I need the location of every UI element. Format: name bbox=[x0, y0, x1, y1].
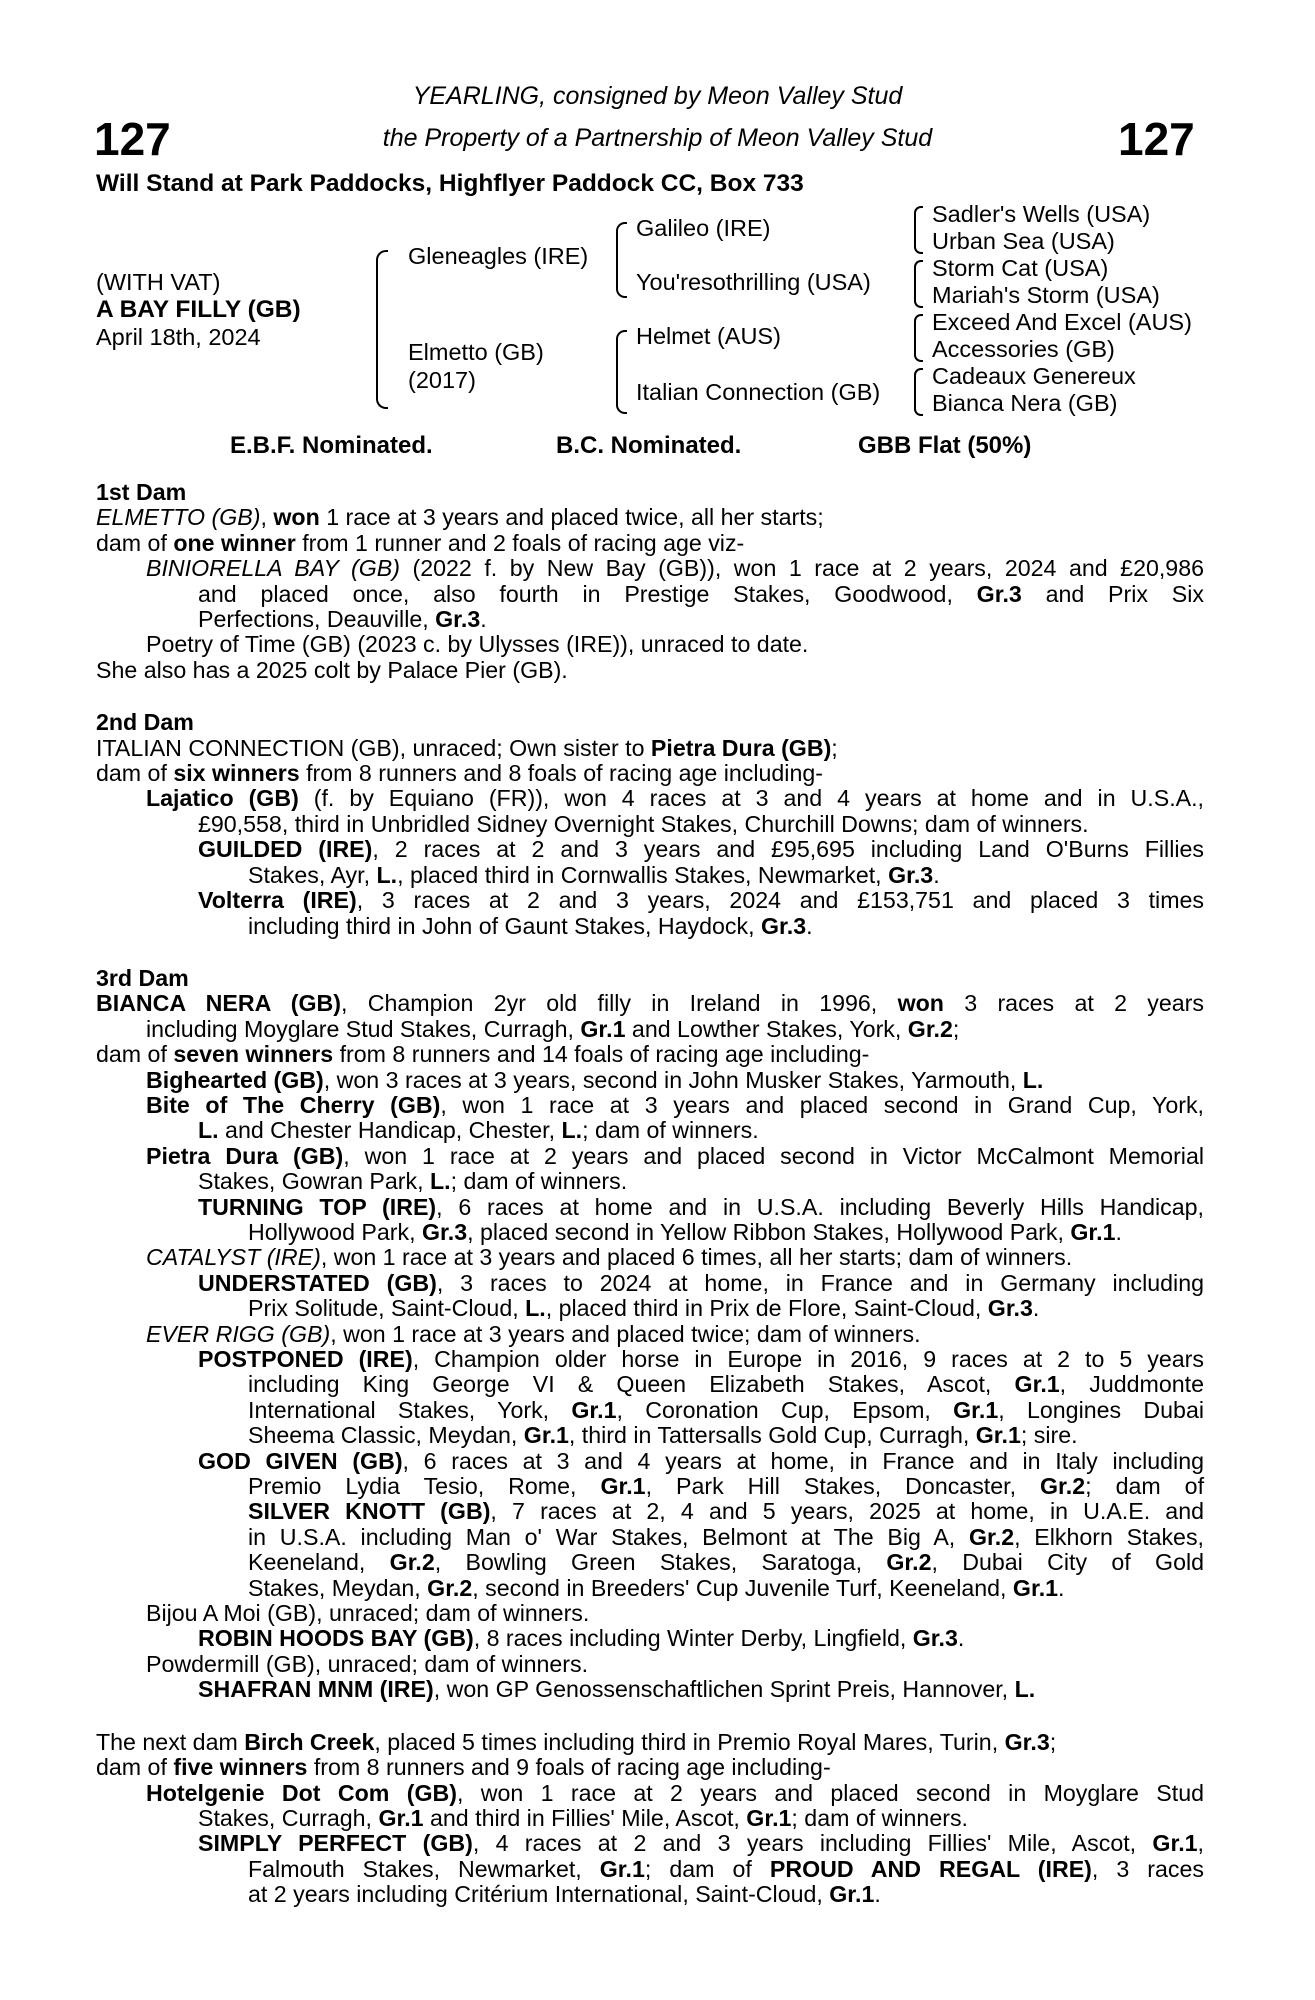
bold-run: Gr.2 bbox=[886, 1549, 932, 1576]
bold-run: L. bbox=[376, 861, 398, 888]
text-line bbox=[96, 658, 1204, 683]
text-run: Prix Solitude, Saint-Cloud, bbox=[248, 1295, 526, 1322]
bold-run: one winner bbox=[173, 529, 296, 556]
text-run: dam of bbox=[96, 1041, 174, 1068]
bold-run: PROUD AND REGAL (IRE) bbox=[769, 1855, 1092, 1882]
text-line bbox=[96, 736, 1204, 761]
text-run: ; dam of bbox=[1085, 1473, 1205, 1500]
text-run: , won GP Genossenschaftlichen Sprint Preis, Hannover, bbox=[433, 1676, 1015, 1703]
text-run: , second in Breeders' Cup Juvenile Turf, Keeneland, bbox=[472, 1574, 1013, 1601]
text-line bbox=[96, 1499, 1204, 1524]
bold-run: seven winners bbox=[173, 1041, 334, 1068]
text-line bbox=[96, 556, 1204, 581]
text-run: The next dam bbox=[96, 1728, 245, 1755]
bold-run: won bbox=[897, 990, 944, 1017]
text-run: , won 1 race at 3 years and placed second in Grand Cup, York, bbox=[440, 1091, 1204, 1118]
pedigree-brace-gg2 bbox=[914, 260, 923, 308]
text-line bbox=[96, 1347, 1204, 1372]
bold-run: Gr.1 bbox=[600, 1473, 646, 1500]
pedigree-dam: Elmetto (GB) bbox=[408, 339, 544, 365]
text-run: (2022 f. by New Bay (GB)), won 1 race at 2 years, 2024 and £20,986 bbox=[400, 555, 1204, 582]
bold-run: Bighearted (GB) bbox=[146, 1066, 324, 1093]
text-run: and Prix Six bbox=[1021, 580, 1204, 607]
bold-run: six winners bbox=[173, 760, 300, 787]
text-run: , 3 races at 2 and 3 years, 2024 and £153,751 and placed 3 times bbox=[356, 887, 1205, 914]
text-run: ; dam of winners. bbox=[582, 1117, 759, 1144]
bold-run: POSTPONED (IRE) bbox=[198, 1346, 413, 1372]
text-line bbox=[96, 1831, 1204, 1856]
text-line bbox=[96, 1144, 1204, 1169]
text-line bbox=[96, 1626, 1204, 1651]
text-run: Falmouth Stakes, Newmarket, bbox=[248, 1855, 600, 1882]
pedigree-brace-dam bbox=[616, 330, 627, 414]
text-line bbox=[96, 632, 1204, 657]
text-run: 3 races at 2 years bbox=[943, 990, 1205, 1017]
text-run: , placed 5 times including third in Premio Royal Mares, Turin, bbox=[374, 1728, 1005, 1755]
text-run: , 3 races to 2024 at home, in France and in Germany including bbox=[436, 1269, 1204, 1296]
pedigree-gg-3: Storm Cat (USA) bbox=[932, 255, 1109, 281]
bold-run: Gr.2 bbox=[389, 1549, 435, 1576]
bold-run: Gr.1 bbox=[1152, 1830, 1198, 1857]
pedigree-dam-sire: Helmet (AUS) bbox=[636, 323, 781, 349]
text-line bbox=[96, 1652, 1204, 1677]
text-run: dam of bbox=[96, 760, 174, 787]
bold-run: Gr.3 bbox=[888, 861, 934, 888]
text-run: , Elkhorn Stakes, bbox=[1014, 1523, 1204, 1550]
text-run: She also has a 2025 colt by Palace Pier (GB). bbox=[96, 656, 568, 683]
text-line bbox=[96, 1169, 1204, 1194]
bold-run: Lajatico (GB) bbox=[146, 785, 299, 812]
dam-section bbox=[96, 939, 1204, 1703]
text-run: Keeneland, bbox=[248, 1549, 390, 1576]
text-line bbox=[96, 1423, 1204, 1448]
text-run: ; bbox=[1049, 1728, 1057, 1755]
text-run: . bbox=[1115, 1218, 1122, 1245]
bold-run: Gr.1 bbox=[580, 1015, 626, 1042]
bold-run: Gr.3 bbox=[1004, 1728, 1050, 1755]
text-line bbox=[96, 1042, 1204, 1067]
text-line bbox=[96, 1220, 1204, 1245]
text-run: , 4 races at 2 and 3 years including Fillies' Mile, Ascot, bbox=[472, 1830, 1153, 1857]
text-run: dam of bbox=[96, 529, 174, 556]
bold-run: Gr.3 bbox=[976, 580, 1022, 607]
consignor-line: YEARLING, consigned by Meon Valley Stud bbox=[412, 82, 903, 110]
bold-run: Gr.3 bbox=[435, 606, 481, 633]
lot-title: A BAY FILLY (GB) bbox=[96, 296, 301, 323]
pedigree-gg-1: Sadler's Wells (USA) bbox=[932, 201, 1151, 227]
text-run: 1 race at 3 years and placed twice, all her starts; bbox=[319, 504, 824, 531]
text-line bbox=[96, 761, 1204, 786]
text-run: , Juddmonte bbox=[1059, 1371, 1204, 1398]
ebf-nomination: E.B.F. Nominated. bbox=[230, 432, 433, 459]
bold-run: ROBIN HOODS BAY (GB) bbox=[198, 1625, 474, 1652]
text-line bbox=[96, 812, 1204, 837]
text-run: Poetry of Time (GB) (2023 c. by Ulysses (IRE)), unraced to date. bbox=[146, 631, 809, 658]
text-run: , bbox=[260, 504, 274, 531]
bold-run: L. bbox=[198, 1117, 219, 1144]
bold-run: Gr.1 bbox=[1070, 1218, 1116, 1245]
bold-run: Gr.1 bbox=[1014, 1371, 1060, 1398]
bold-run: Pietra Dura (GB) bbox=[146, 1142, 344, 1169]
lot-number-left: 127 bbox=[94, 113, 171, 165]
bold-run: Gr.2 bbox=[1040, 1473, 1086, 1500]
bold-run: Gr.2 bbox=[427, 1574, 473, 1601]
dam-section bbox=[96, 683, 1204, 939]
text-run: Powdermill (GB), unraced; dam of winners. bbox=[146, 1650, 589, 1677]
bold-run: UNDERSTATED (GB) bbox=[198, 1269, 437, 1296]
bold-run: five winners bbox=[173, 1754, 308, 1781]
bold-run: Hotelgenie Dot Com (GB) bbox=[146, 1779, 457, 1806]
pedigree-gg-6: Accessories (GB) bbox=[932, 336, 1115, 362]
bold-run: L. bbox=[525, 1295, 546, 1322]
text-run: , placed second in Yellow Ribbon Stakes, Hollywood Park, bbox=[467, 1218, 1071, 1245]
text-line bbox=[96, 1118, 1204, 1143]
text-run: , won 1 race at 3 years and placed twice; dam of winners. bbox=[330, 1320, 921, 1347]
text-run: from 8 runners and 8 foals of racing age including- bbox=[299, 760, 823, 787]
text-run: , Champion 2yr old filly in Ireland in 1996, bbox=[341, 990, 898, 1017]
text-run: Hollywood Park, bbox=[248, 1218, 422, 1245]
bold-run: Bite of The Cherry (GB) bbox=[146, 1091, 441, 1118]
text-run: . bbox=[957, 1625, 965, 1652]
bold-run: L. bbox=[429, 1168, 451, 1195]
text-line bbox=[96, 582, 1204, 607]
pedigree-gg-2: Urban Sea (USA) bbox=[932, 228, 1115, 254]
text-line bbox=[96, 1398, 1204, 1423]
pedigree-sire: Gleneagles (IRE) bbox=[408, 243, 589, 269]
text-line bbox=[96, 1525, 1204, 1550]
bold-run: Gr.1 bbox=[378, 1804, 424, 1831]
bold-run: won bbox=[273, 504, 320, 531]
text-run: , 3 races bbox=[1091, 1855, 1204, 1882]
bold-run: Gr.2 bbox=[968, 1523, 1015, 1550]
bold-run: Birch Creek bbox=[244, 1728, 375, 1755]
text-line bbox=[96, 888, 1204, 913]
text-run: , 8 races including Winter Derby, Lingfield, bbox=[473, 1625, 913, 1652]
text-line bbox=[96, 531, 1204, 556]
text-run: in U.S.A. including Man o' War Stakes, Belmont at The Big A, bbox=[248, 1523, 969, 1550]
text-line bbox=[96, 1068, 1204, 1093]
bold-run: GUILDED (IRE) bbox=[198, 836, 373, 863]
text-run: and Chester Handicap, Chester, bbox=[218, 1117, 562, 1144]
text-run: including King George VI & Queen Elizabeth Stakes, Ascot, bbox=[248, 1371, 1015, 1398]
text-run: and Lowther Stakes, York, bbox=[625, 1015, 908, 1042]
text-run: , 6 races at home and in U.S.A. including Beverly Hills Handicap, bbox=[436, 1193, 1204, 1220]
bold-run: Gr.3 bbox=[987, 1295, 1033, 1322]
text-line bbox=[96, 1550, 1204, 1575]
pedigree-sire-dam: You'resothrilling (USA) bbox=[636, 269, 871, 295]
pedigree-brace-sire bbox=[616, 222, 627, 298]
text-run: including Moyglare Stud Stakes, Curragh, bbox=[146, 1015, 581, 1042]
section-heading: 1st Dam bbox=[96, 479, 187, 505]
bold-run: TURNING TOP (IRE) bbox=[198, 1193, 437, 1220]
text-run: Bijou A Moi (GB), unraced; dam of winners. bbox=[146, 1600, 590, 1627]
text-run: Stakes, Curragh, bbox=[198, 1804, 379, 1831]
text-run: International Stakes, York, bbox=[248, 1396, 572, 1423]
vat-note: (WITH VAT) bbox=[96, 269, 221, 295]
text-run: from 1 runner and 2 foals of racing age viz- bbox=[295, 529, 745, 556]
text-line bbox=[96, 1677, 1204, 1702]
text-run: , won 1 race at 2 years and placed second in Victor McCalmont Memorial bbox=[343, 1142, 1204, 1169]
bold-run: L. bbox=[1022, 1066, 1044, 1093]
text-run: Premio Lydia Tesio, Rome, bbox=[248, 1473, 601, 1500]
text-line bbox=[96, 1271, 1204, 1296]
text-run: , placed third in Cornwallis Stakes, Newmarket, bbox=[397, 861, 889, 888]
text-run: and placed once, also fourth in Prestige Stakes, Goodwood, bbox=[198, 580, 977, 607]
text-run: at 2 years including Critérium International, Saint-Cloud, bbox=[248, 1881, 830, 1908]
bold-run: SHAFRAN MNM (IRE) bbox=[198, 1676, 434, 1703]
text-run: £90,558, third in Unbridled Sidney Overnight Stakes, Churchill Downs; dam of winners. bbox=[198, 810, 1089, 837]
bold-run: Gr.3 bbox=[912, 1625, 958, 1652]
bold-run: Gr.3 bbox=[421, 1218, 468, 1245]
gbb-flat: GBB Flat (50%) bbox=[858, 432, 1032, 459]
text-line bbox=[96, 1601, 1204, 1626]
text-run: Sheema Classic, Meydan, bbox=[248, 1422, 524, 1449]
bold-run: SILVER KNOTT (GB) bbox=[248, 1498, 491, 1525]
pedigree-gg-7: Cadeaux Genereux bbox=[932, 363, 1136, 389]
section-heading: 2nd Dam bbox=[96, 709, 194, 736]
text-run: , won 1 race at 2 years and placed second in Moyglare Stud bbox=[456, 1779, 1204, 1806]
text-run: . bbox=[874, 1881, 881, 1908]
text-run: Stakes, Ayr, bbox=[248, 861, 377, 888]
text-run: . bbox=[1032, 1295, 1040, 1322]
text-run: , Coronation Cup, Epsom, bbox=[616, 1396, 954, 1423]
italic-run: BINIORELLA BAY (GB) bbox=[146, 555, 400, 582]
text-line bbox=[96, 1449, 1204, 1474]
bold-run: Gr.1 bbox=[829, 1881, 875, 1908]
text-run: ; bbox=[952, 1015, 960, 1042]
bold-run: Volterra (IRE) bbox=[198, 887, 357, 914]
property-line: the Property of a Partnership of Meon Valley Stud bbox=[382, 124, 933, 152]
text-run: . bbox=[806, 912, 813, 939]
text-run: ; sire. bbox=[1020, 1422, 1078, 1449]
text-run: from 8 runners and 14 foals of racing age including- bbox=[333, 1041, 870, 1068]
section-gap bbox=[96, 939, 1204, 966]
text-run: ; dam of bbox=[644, 1855, 770, 1882]
text-run: , Champion older horse in Europe in 2016, 9 races at 2 to 5 years bbox=[412, 1346, 1204, 1372]
text-run: ; dam of winners. bbox=[791, 1804, 968, 1831]
bold-run: Gr.1 bbox=[1012, 1574, 1059, 1601]
text-run: dam of bbox=[96, 1754, 174, 1781]
catalogue-page-body bbox=[96, 480, 1204, 1908]
text-line bbox=[96, 1755, 1204, 1780]
text-line bbox=[96, 786, 1204, 811]
text-run: ITALIAN CONNECTION (GB), unraced; Own sister to bbox=[96, 734, 651, 761]
text-line bbox=[96, 1781, 1204, 1806]
text-run: . bbox=[480, 606, 487, 633]
text-run: , Dubai City of Gold bbox=[931, 1549, 1205, 1576]
italic-run: ELMETTO (GB) bbox=[96, 504, 261, 531]
bold-run: GOD GIVEN (GB) bbox=[198, 1447, 403, 1474]
text-line bbox=[96, 1195, 1204, 1220]
section-heading: 3rd Dam bbox=[96, 964, 189, 991]
text-line bbox=[96, 1245, 1204, 1270]
text-line bbox=[96, 914, 1204, 939]
bc-nomination: B.C. Nominated. bbox=[556, 432, 742, 459]
text-run: , Park Hill Stakes, Doncaster, bbox=[645, 1473, 1041, 1500]
bold-run: Gr.1 bbox=[975, 1422, 1021, 1449]
text-line bbox=[96, 863, 1204, 888]
text-run: , Longines Dubai bbox=[998, 1396, 1204, 1423]
text-line bbox=[96, 1882, 1204, 1907]
text-run: ; dam of winners. bbox=[450, 1168, 628, 1195]
text-run: , third in Tattersalls Gold Cup, Curragh, bbox=[568, 1422, 976, 1449]
text-run: from 8 runners and 9 foals of racing age including- bbox=[307, 1754, 831, 1781]
dam-section bbox=[96, 480, 1204, 683]
text-run: , Bowling Green Stakes, Saratoga, bbox=[434, 1549, 887, 1576]
bold-run: Gr.1 bbox=[571, 1396, 617, 1423]
text-line bbox=[96, 1857, 1204, 1882]
pedigree-brace-gg1 bbox=[914, 206, 923, 254]
pedigree-dam-dam: Italian Connection (GB) bbox=[636, 379, 881, 405]
italic-run: CATALYST (IRE) bbox=[146, 1244, 321, 1271]
text-run: Stakes, Meydan, bbox=[248, 1574, 428, 1601]
pedigree-brace-gg4 bbox=[914, 368, 923, 416]
text-run: and third in Fillies' Mile, Ascot, bbox=[423, 1804, 747, 1831]
bold-run: Gr.1 bbox=[953, 1396, 999, 1423]
bold-run: Gr.3 bbox=[761, 912, 807, 939]
text-run: . bbox=[933, 861, 940, 888]
bold-run: L. bbox=[561, 1117, 583, 1144]
lot-number-right: 127 bbox=[1118, 113, 1195, 165]
text-run: , placed third in Prix de Flore, Saint-Cloud, bbox=[545, 1295, 988, 1322]
text-run: , won 3 races at 3 years, second in John Musker Stakes, Yarmouth, bbox=[323, 1066, 1023, 1093]
text-line bbox=[96, 837, 1204, 862]
section-gap bbox=[96, 1703, 1204, 1730]
text-line bbox=[96, 1322, 1204, 1347]
text-line bbox=[96, 1474, 1204, 1499]
section-gap bbox=[96, 683, 1204, 710]
text-run: ; bbox=[831, 734, 838, 761]
text-line bbox=[96, 505, 1204, 530]
bold-run: Gr.2 bbox=[907, 1015, 953, 1042]
text-run: Stakes, Gowran Park, bbox=[198, 1168, 430, 1195]
bold-run: BIANCA NERA (GB) bbox=[96, 990, 341, 1017]
text-line bbox=[96, 1296, 1204, 1321]
text-line bbox=[96, 1093, 1204, 1118]
bold-run: Gr.1 bbox=[523, 1422, 569, 1449]
pedigree-gg-4: Mariah's Storm (USA) bbox=[932, 282, 1160, 308]
text-run: , 7 races at 2, 4 and 5 years, 2025 at home, in U.A.E. and bbox=[490, 1498, 1204, 1525]
text-run: , 2 races at 2 and 3 years and £95,695 including Land O'Burns Fillies bbox=[372, 836, 1204, 863]
text-run: . bbox=[1058, 1574, 1065, 1601]
text-run: , bbox=[1197, 1830, 1204, 1857]
text-line bbox=[96, 991, 1204, 1016]
text-run: , won 1 race at 3 years and placed 6 times, all her starts; dam of winners. bbox=[320, 1244, 1073, 1271]
text-run: Perfections, Deauville, bbox=[198, 606, 436, 633]
text-run: , 6 races at 3 and 4 years at home, in France and in Italy including bbox=[402, 1447, 1204, 1474]
bold-run: Pietra Dura (GB) bbox=[650, 734, 832, 761]
foaling-date: April 18th, 2024 bbox=[96, 324, 261, 350]
bold-run: L. bbox=[1014, 1676, 1036, 1703]
pedigree-brace-main bbox=[376, 250, 388, 409]
text-line bbox=[96, 1806, 1204, 1831]
text-run: including third in John of Gaunt Stakes, Haydock, bbox=[248, 912, 761, 939]
bold-run: Gr.1 bbox=[599, 1855, 645, 1882]
text-line bbox=[96, 1017, 1204, 1042]
dam-section bbox=[96, 1703, 1204, 1908]
bold-run: Gr.1 bbox=[746, 1804, 792, 1831]
bold-run: SIMPLY PERFECT (GB) bbox=[198, 1830, 473, 1857]
text-line bbox=[96, 1576, 1204, 1601]
pedigree-sire-sire: Galileo (IRE) bbox=[636, 215, 771, 241]
italic-run: EVER RIGG (GB) bbox=[146, 1320, 331, 1347]
text-line bbox=[96, 1730, 1204, 1755]
pedigree-brace-gg3 bbox=[914, 314, 923, 362]
pedigree-gg-5: Exceed And Excel (AUS) bbox=[932, 309, 1192, 335]
pedigree-dam-year: (2017) bbox=[408, 367, 476, 393]
pedigree-gg-8: Bianca Nera (GB) bbox=[932, 390, 1118, 416]
stand-location: Will Stand at Park Paddocks, Highflyer Paddock CC, Box 733 bbox=[96, 170, 804, 197]
text-line bbox=[96, 607, 1204, 632]
text-line bbox=[96, 1372, 1204, 1397]
text-run: (f. by Equiano (FR)), won 4 races at 3 and 4 years at home and in U.S.A., bbox=[298, 785, 1204, 812]
